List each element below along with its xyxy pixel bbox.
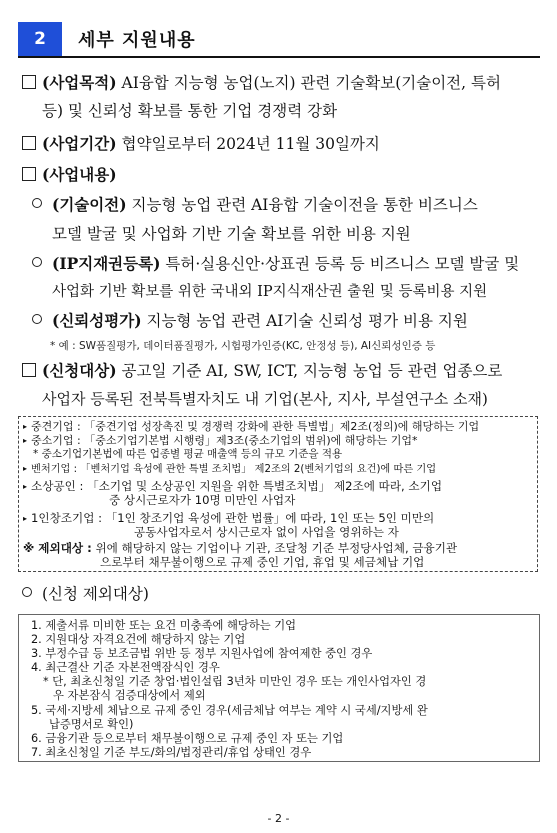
- section-title: 세부 지원내용: [78, 30, 196, 51]
- ip-text-2: 사업화 기반 확보를 위한 국내외 IP지식재산권 출원 및 등록비용 지원: [52, 284, 488, 300]
- purpose-text-1: AI융합 지능형 농업(노지) 관련 기술확보(기술이전, 특허: [121, 74, 501, 92]
- eligibility-text: 중소기업 : 「중소기업기본법 시행령」제3조(중소기업의 범위)에 해당하는 기업*: [31, 434, 418, 447]
- circle-bullet-icon: [32, 314, 42, 324]
- rel-line: [32, 311, 468, 331]
- exclusion-label: ※ 제외대상 :: [23, 541, 92, 555]
- triangle-bullet-icon: ▸: [23, 464, 28, 473]
- circle-bullet-icon: [32, 257, 42, 267]
- exclude-section-line: [22, 584, 149, 604]
- exclusion-list-item: 7. 최초신청일 기준 부도/화의/법정관리/휴업 상태인 경우: [31, 746, 312, 759]
- content-label: (사업내용): [42, 165, 117, 184]
- eligibility-text: 1인창조기업 : 「1인 창조기업 육성에 관한 법률」에 따라, 1인 또는 5인 미만의: [31, 511, 435, 525]
- exclusion-box: [18, 614, 540, 762]
- eligibility-box: [18, 416, 538, 572]
- target-text-1: 공고일 기준 AI, SW, ICT, 지능형 농업 등 관련 업종으로: [121, 362, 503, 380]
- target-label: (신청대상): [42, 361, 117, 380]
- checkbox-square-icon: [22, 363, 36, 377]
- triangle-bullet-icon: ▸: [23, 422, 28, 431]
- triangle-bullet-icon: ▸: [23, 482, 28, 491]
- circle-bullet-icon: [32, 198, 42, 208]
- section-header: [18, 22, 540, 56]
- eligibility-continuation: 공동사업자로서 상시근로자 없이 사업을 영위하는 자: [134, 525, 399, 539]
- eligibility-text: 소상공인 : 「소기업 및 소상공인 지원을 위한 특별조치법」 제2조에 따라, 소기업: [31, 479, 443, 493]
- target-text-2: 사업자 등록된 전북특별자치도 내 기업(본사, 지사, 부설연구소 소재): [42, 390, 488, 408]
- rel-example: * 예 : SW품질평가, 데이터품질평가, 시험평가인증(KC, 안정성 등), AI신뢰성인증 등: [50, 340, 436, 352]
- exclusion-continuation: 으로부터 채무불이행으로 규제 중인 기업, 휴업 및 세금체납 기업: [100, 555, 425, 569]
- exclusion-line: [23, 542, 457, 555]
- tech-label: (기술이전): [52, 195, 127, 214]
- checkbox-square-icon: [22, 75, 36, 89]
- tech-text-1: 지능형 농업 관련 AI융합 기술이전을 통한 비즈니스: [131, 196, 478, 214]
- page-number: - 2 -: [267, 812, 290, 825]
- circle-bullet-icon: [22, 587, 32, 597]
- exclusion-list-item: 4. 최근결산 기준 자본전액잠식인 경우: [31, 661, 220, 674]
- ip-label: (IP지재권등록): [52, 254, 161, 273]
- exclusion-list-item: 1. 제출서류 미비한 또는 요건 미충족에 해당하는 기업: [31, 619, 297, 632]
- eligibility-item: [23, 512, 434, 525]
- exclusion-list-item: 6. 금융기관 등으로부터 채무불이행으로 규제 중인 자 또는 기업: [31, 732, 344, 745]
- rel-text: 지능형 농업 관련 AI기술 신뢰성 평가 비용 지원: [146, 312, 468, 330]
- tech-line-1: [32, 195, 478, 215]
- purpose-line-1: [22, 73, 501, 93]
- exclusion-list-item: 5. 국세·지방세 체납으로 규제 중인 경우(세금체납 여부는 계약 시 국세/지방세 완: [31, 704, 428, 717]
- exclude-section-label: (신청 제외대상): [42, 585, 149, 603]
- period-label: (사업기간): [42, 134, 117, 153]
- checkbox-square-icon: [22, 136, 36, 150]
- ip-text-1: 특허·실용신안·상표권 등록 등 비즈니스 모델 발굴 및: [165, 255, 520, 273]
- eligibility-item: [23, 434, 418, 447]
- eligibility-text: 중견기업 : 「중견기업 성장촉진 및 경쟁력 강화에 관한 특별법」제2조(정의)에 해당하는 기업: [31, 420, 480, 433]
- eligibility-note: * 중소기업기본법에 따른 업종별 평균 매출액 등의 규모 기준을 적용: [33, 448, 343, 460]
- triangle-bullet-icon: ▸: [23, 514, 28, 523]
- eligibility-item: [23, 480, 442, 493]
- exclusion-list-item: 납증명서로 확인): [49, 718, 134, 731]
- section-number-badge: 2: [18, 22, 62, 56]
- exclusion-text: 위에 해당하지 않는 기업이나 기관, 조달청 기준 부정당사업체, 금융기관: [95, 541, 458, 555]
- period-text: 협약일로부터 2024년 11월 30일까지: [121, 135, 380, 153]
- eligibility-item: [23, 462, 436, 476]
- tech-text-2: 모델 발굴 및 사업화 기반 기술 확보를 위한 비용 지원: [52, 225, 411, 243]
- header-rule: [18, 56, 540, 58]
- eligibility-text: 벤처기업 : 「벤처기업 육성에 관한 특별 조치법」 제2조의 2(벤처기업의 요건)에 따른 기업: [31, 464, 437, 475]
- exclusion-list-item: 3. 부정수급 등 보조금법 위반 등 정부 지원사업에 참여제한 중인 경우: [31, 647, 373, 660]
- triangle-bullet-icon: ▸: [23, 436, 28, 445]
- purpose-label: (사업목적): [42, 73, 117, 92]
- eligibility-item: [23, 420, 479, 433]
- target-line-1: [22, 361, 502, 381]
- eligibility-continuation: 중 상시근로자가 10명 미만인 사업자: [109, 493, 296, 507]
- period-line: [22, 134, 380, 154]
- ip-line-1: [32, 254, 519, 274]
- rel-label: (신뢰성평가): [52, 311, 142, 330]
- purpose-text-2: 등) 및 신뢰성 확보를 통한 기업 경쟁력 강화: [42, 102, 338, 120]
- checkbox-square-icon: [22, 167, 36, 181]
- exclusion-list-note: 우 자본잠식 검증대상에서 제외: [53, 689, 206, 702]
- content-line: [22, 165, 117, 185]
- exclusion-list-note: * 단, 최초신청일 기준 창업·법인설립 3년차 미만인 경우 또는 개인사업자인 경: [43, 675, 427, 688]
- exclusion-list-item: 2. 지원대상 자격요건에 해당하지 않는 기업: [31, 633, 246, 646]
